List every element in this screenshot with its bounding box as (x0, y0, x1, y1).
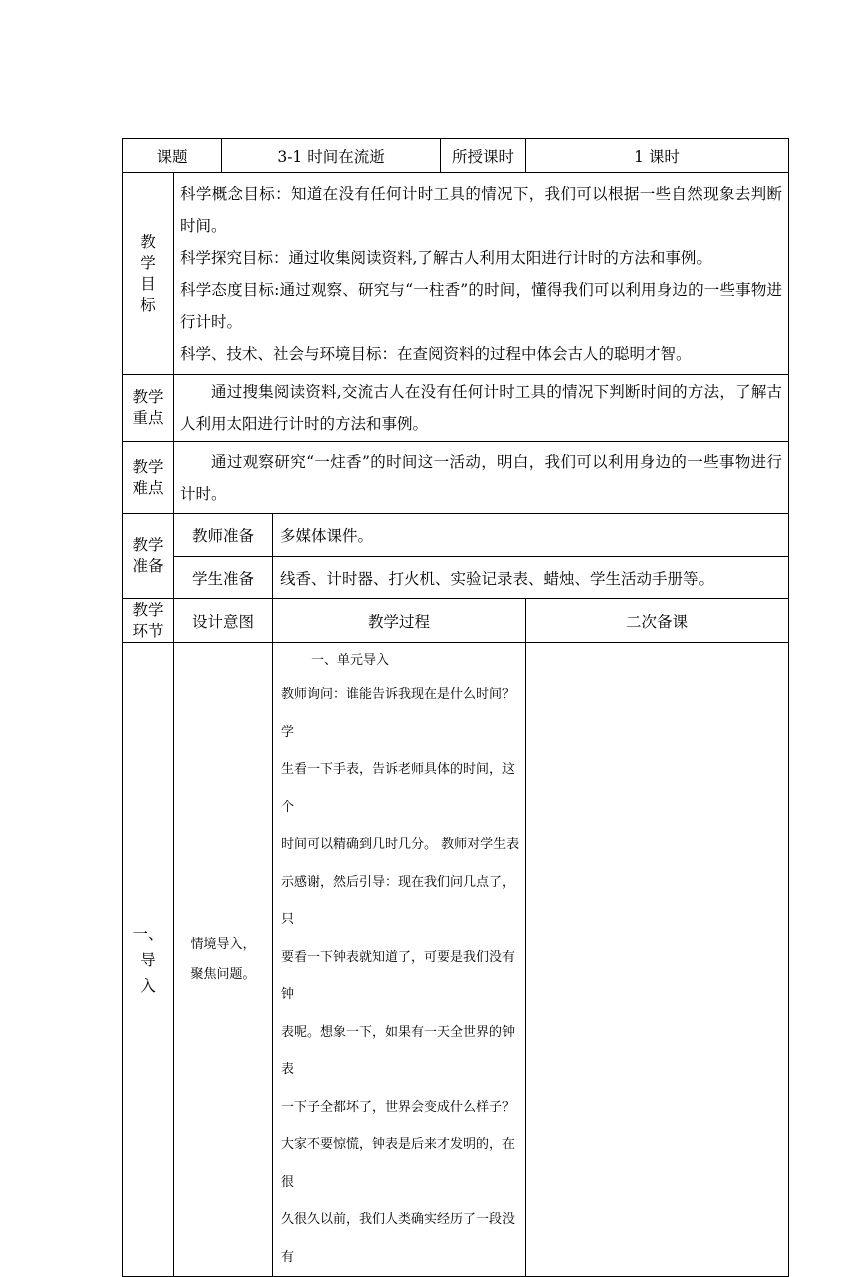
objectives-label-char: 目 (140, 274, 156, 293)
topic-label: 课题 (123, 139, 222, 173)
objectives-label-char: 标 (140, 295, 156, 314)
student-prep-row (123, 557, 789, 599)
stage1-process-line: 生看一下手表，告诉老师具体的时间，这个 (281, 762, 516, 815)
stage1-process-line: 大家不要惊慌，钟表是后来才发明的，在很 (281, 1137, 516, 1190)
stage1-label-char: 导 (140, 950, 156, 969)
stage1-process-line: 要看一下钟表就知道了，可要是我们没有钟 (281, 949, 516, 1002)
stage-header-line: 教学 (132, 600, 164, 619)
objectives-label-char: 教 (140, 232, 156, 251)
preparation-label (123, 514, 174, 599)
lesson-plan-table (122, 138, 789, 1277)
student-prep-label: 学生准备 (174, 557, 273, 599)
difficulties-label-line: 难点 (132, 478, 164, 497)
objective-concept: 科学概念目标：知道在没有任何计时工具的情况下，我们可以根据一些自然现象去判断时间。 (180, 184, 783, 235)
preparation-label-line: 准备 (132, 557, 164, 575)
process-header-row (123, 599, 789, 643)
stage1-intent-line: 情境导入， (190, 936, 256, 952)
key-points-label-line: 教学 (132, 388, 164, 406)
stage-header-line: 环节 (132, 621, 164, 640)
header-row (123, 139, 789, 173)
key-points-content (174, 375, 789, 442)
stage1-process (273, 643, 526, 1277)
student-prep-text: 线香、计时器、打火机、实验记录表、蜡烛、学生活动手册等。 (273, 557, 789, 599)
stage1-label-char: 一、 (132, 924, 164, 943)
key-points-label-line: 重点 (132, 409, 164, 427)
teacher-prep-label: 教师准备 (174, 514, 273, 557)
objective-stse: 科学、技术、社会与环境目标：在查阅资料的过程中体会古人的聪明才智。 (180, 344, 692, 363)
stage1-section-title: 一、单元导入 (311, 653, 390, 668)
objectives-content (174, 173, 789, 375)
stage1-process-line: 久很久以前，我们人类确实经历了一段没有 (281, 1212, 516, 1265)
second-prep-header: 二次备课 (526, 599, 789, 643)
stage1-intent-line: 聚焦问题。 (190, 966, 256, 982)
teacher-prep-text: 多媒体课件。 (273, 514, 789, 557)
objective-inquiry: 科学探究目标：通过收集阅读资料,了解古人利用太阳进行计时的方法和事例。 (180, 248, 712, 267)
stage1-process-line: 时间可以精确到几时几分。 教师对学生表 (281, 837, 520, 852)
stage1-row (123, 643, 789, 1277)
key-points-text: 通过搜集阅读资料,交流古人在没有任何计时工具的情况下判断时间的方法，了解古人利用太阳进行计时的方法和事例。 (180, 383, 783, 433)
hours-value: 1 课时 (526, 139, 789, 173)
stage1-process-line: 一下子全都坏了，世界会变成什么样子？ (281, 1099, 516, 1115)
key-points-label (123, 375, 174, 442)
difficulties-label-line: 教学 (132, 457, 164, 476)
preparation-label-line: 教学 (132, 536, 164, 554)
stage1-label (123, 643, 174, 1277)
stage1-intent (174, 643, 273, 1277)
teacher-prep-row (123, 514, 789, 557)
intent-header: 设计意图 (174, 599, 273, 643)
process-header: 教学过程 (273, 599, 526, 643)
difficulties-label (123, 442, 174, 514)
objectives-row (123, 173, 789, 375)
objectives-label (123, 173, 174, 375)
objectives-label-char: 学 (140, 253, 156, 272)
stage1-process-line: 表呢。想象一下，如果有一天全世界的钟表 (281, 1024, 516, 1077)
key-points-row (123, 375, 789, 442)
difficulties-text: 通过观察研究“一炷香”的时间这一活动，明白，我们可以利用身边的一些事物进行计时。 (180, 452, 783, 503)
stage-header (123, 599, 174, 643)
stage1-process-line: 示感谢，然后引导：现在我们问几点了，只 (281, 874, 516, 927)
difficulties-row (123, 442, 789, 514)
hours-label: 所授课时 (441, 139, 526, 173)
lesson-plan-sheet (122, 138, 788, 1277)
topic-value: 3-1 时间在流逝 (222, 139, 441, 173)
objective-attitude: 科学态度目标:通过观察、研究与“一柱香”的时间，懂得我们可以利用身边的一些事物进行计时。 (180, 280, 783, 331)
difficulties-content (174, 442, 789, 514)
stage1-second-prep (526, 643, 789, 1277)
stage1-label-char: 入 (140, 976, 156, 995)
stage1-process-line: 教师询问：谁能告诉我现在是什么时间？学 (281, 687, 516, 740)
